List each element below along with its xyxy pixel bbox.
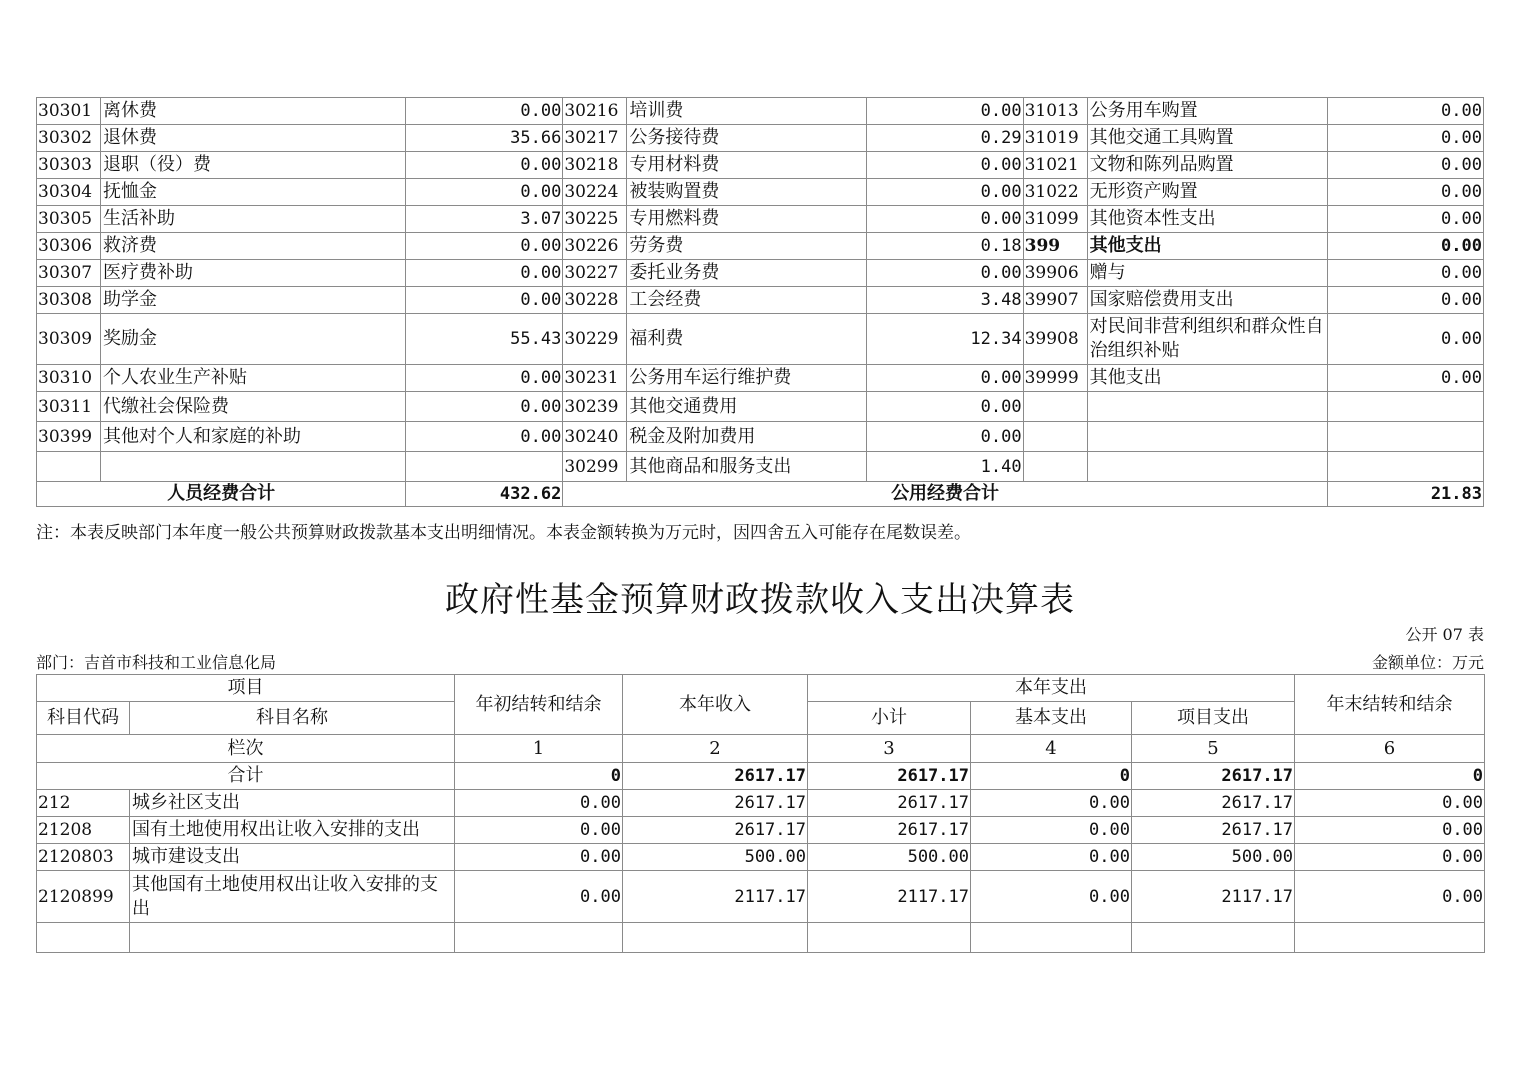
expense-code: 30299 [563,452,627,482]
expense-code: 30306 [37,233,101,260]
expense-name: 赠与 [1087,260,1327,287]
expense-row [37,233,1484,260]
basic-expense-detail-table [36,97,1484,507]
expense-value: 0.00 [1327,179,1483,206]
expense-name: 税金及附加费用 [627,422,866,452]
expense-name: 抚恤金 [101,179,406,206]
total-value: 0 [455,763,623,790]
empty-cell [808,923,971,953]
expense-code [1023,452,1087,482]
expense-value: 1.40 [866,452,1023,482]
expense-name: 其他支出 [1087,365,1327,392]
total-value: 2617.17 [808,763,971,790]
expense-name: 工会经费 [627,287,866,314]
expense-value: 3.07 [406,206,563,233]
expense-name: 被装购置费 [627,179,866,206]
expense-value: 0.00 [1327,125,1483,152]
expense-code: 30307 [37,260,101,287]
expense-name [1087,452,1327,482]
expense-value: 0.00 [406,365,563,392]
expense-value: 0.00 [406,422,563,452]
amount-cell: 2617.17 [1132,817,1295,844]
form-number: 公开 07 表 [1405,625,1484,644]
total-value: 2617.17 [623,763,808,790]
expense-row [37,125,1484,152]
column-number: 5 [1132,735,1295,763]
expense-row [37,365,1484,392]
expense-code: 31099 [1023,206,1087,233]
amount-cell: 2617.17 [808,817,971,844]
expense-name: 退职（役）费 [101,152,406,179]
column-number: 1 [455,735,623,763]
header-subject-code: 科目代码 [37,702,130,735]
amount-cell: 0.00 [455,844,623,871]
expense-row [37,98,1484,125]
expense-name: 其他资本性支出 [1087,206,1327,233]
amount-cell: 0.00 [455,790,623,817]
expense-value: 0.00 [866,392,1023,422]
column-number-row [37,735,1485,763]
expense-row [37,314,1484,365]
amount-cell: 0.00 [971,790,1132,817]
expense-value: 3.48 [866,287,1023,314]
expense-code: 31022 [1023,179,1087,206]
expense-code: 30310 [37,365,101,392]
expense-code: 30239 [563,392,627,422]
expense-row [37,392,1484,422]
amount-cell: 0.00 [1295,790,1485,817]
table-note: 注：本表反映部门本年度一般公共预算财政拨款基本支出明细情况。本表金额转换为万元时，因四舍五入可能存在尾数误差。 [36,523,971,543]
expense-name: 退休费 [101,125,406,152]
amount-cell: 2117.17 [623,871,808,923]
expense-value: 0.00 [406,287,563,314]
expense-code: 30302 [37,125,101,152]
expense-name: 对民间非营利组织和群众性自治组织补贴 [1087,314,1327,365]
personnel-total-value: 432.62 [406,482,563,507]
public-total-label: 公用经费合计 [563,482,1327,507]
header-item: 项目 [37,675,455,702]
empty-cell [455,923,623,953]
total-row [37,763,1485,790]
amount-cell: 0.00 [1295,844,1485,871]
amount-cell: 0.00 [971,817,1132,844]
expense-code: 30303 [37,152,101,179]
expense-name: 劳务费 [627,233,866,260]
amount-cell: 0.00 [455,817,623,844]
subject-code: 2120803 [37,844,130,871]
column-number-label: 栏次 [37,735,455,763]
header-subject-name: 科目名称 [130,702,455,735]
personnel-total-label: 人员经费合计 [37,482,406,507]
expense-value: 0.00 [1327,233,1483,260]
expense-code: 39908 [1023,314,1087,365]
expense-name: 其他商品和服务支出 [627,452,866,482]
column-number: 3 [808,735,971,763]
expense-name: 福利费 [627,314,866,365]
expense-code: 30228 [563,287,627,314]
expense-name: 培训费 [627,98,866,125]
expense-code: 30218 [563,152,627,179]
header-subtotal: 小计 [808,702,971,735]
header-current-expense: 本年支出 [808,675,1295,702]
expense-value: 0.00 [1327,314,1483,365]
expense-code [1023,392,1087,422]
expense-value: 0.00 [866,98,1023,125]
expense-code [37,452,101,482]
amount-cell: 500.00 [808,844,971,871]
amount-cell: 500.00 [623,844,808,871]
amount-cell: 500.00 [1132,844,1295,871]
expense-code: 30231 [563,365,627,392]
expense-name: 文物和陈列品购置 [1087,152,1327,179]
amount-cell: 0.00 [1295,871,1485,923]
subject-name: 城乡社区支出 [130,790,455,817]
total-label: 合计 [37,763,455,790]
subject-code: 2120899 [37,871,130,923]
expense-value: 0.00 [1327,260,1483,287]
empty-cell [1132,923,1295,953]
expense-value: 0.00 [406,233,563,260]
expense-code: 30311 [37,392,101,422]
subject-name: 城市建设支出 [130,844,455,871]
expense-value: 0.18 [866,233,1023,260]
expense-code: 30224 [563,179,627,206]
amount-unit-label: 金额单位：万元 [1371,653,1484,672]
department-label: 部门：吉首市科技和工业信息化局 [36,653,277,672]
expense-value: 0.00 [406,152,563,179]
amount-cell: 0.00 [971,844,1132,871]
header-opening-balance: 年初结转和结余 [455,675,623,735]
expense-value [1327,422,1483,452]
expense-code: 30217 [563,125,627,152]
expense-name: 无形资产购置 [1087,179,1327,206]
expense-code: 30225 [563,206,627,233]
expense-name: 代缴社会保险费 [101,392,406,422]
expense-name: 救济费 [101,233,406,260]
empty-cell [130,923,455,953]
expense-value: 0.00 [866,179,1023,206]
expense-name: 生活补助 [101,206,406,233]
header-closing-balance: 年末结转和结余 [1295,675,1485,735]
expense-code: 31019 [1023,125,1087,152]
header-project-expense: 项目支出 [1132,702,1295,735]
expense-value: 0.00 [406,260,563,287]
header-basic-expense: 基本支出 [971,702,1132,735]
expense-code: 30309 [37,314,101,365]
expense-totals-row [37,482,1484,507]
expense-name [101,452,406,482]
empty-cell [1295,923,1485,953]
government-fund-table [36,674,1485,953]
header-row-1 [37,675,1485,702]
expense-row [37,452,1484,482]
total-value: 0 [1295,763,1485,790]
expense-value: 0.00 [866,260,1023,287]
expense-name: 公务用车运行维护费 [627,365,866,392]
subject-name: 其他国有土地使用权出让收入安排的支出 [130,871,455,923]
expense-value: 35.66 [406,125,563,152]
expense-code: 30229 [563,314,627,365]
expense-code: 30308 [37,287,101,314]
empty-cell [623,923,808,953]
expense-code: 39906 [1023,260,1087,287]
amount-cell: 0.00 [455,871,623,923]
expense-row [37,206,1484,233]
expense-row [37,260,1484,287]
expense-code: 30305 [37,206,101,233]
amount-cell: 2617.17 [808,790,971,817]
expense-name: 专用燃料费 [627,206,866,233]
column-number: 6 [1295,735,1485,763]
amount-cell: 2617.17 [623,817,808,844]
expense-name [1087,392,1327,422]
expense-value: 0.00 [406,392,563,422]
expense-code: 30226 [563,233,627,260]
expense-value [1327,452,1483,482]
expense-code [1023,422,1087,452]
expense-value: 0.00 [866,206,1023,233]
amount-cell: 2617.17 [623,790,808,817]
expense-row [37,422,1484,452]
column-number: 2 [623,735,808,763]
total-value: 0 [971,763,1132,790]
expense-name: 个人农业生产补贴 [101,365,406,392]
table-row [37,844,1485,871]
expense-name: 助学金 [101,287,406,314]
expense-name: 国家赔偿费用支出 [1087,287,1327,314]
expense-value: 12.34 [866,314,1023,365]
expense-code: 39999 [1023,365,1087,392]
expense-code: 30227 [563,260,627,287]
empty-row [37,923,1485,953]
expense-name: 其他交通工具购置 [1087,125,1327,152]
expense-row [37,152,1484,179]
amount-cell: 0.00 [1295,817,1485,844]
expense-name: 奖励金 [101,314,406,365]
expense-row [37,179,1484,206]
expense-value: 0.29 [866,125,1023,152]
expense-name: 离休费 [101,98,406,125]
expense-code: 399 [1023,233,1087,260]
report-title: 政府性基金预算财政拨款收入支出决算表 [445,580,1075,620]
expense-name: 医疗费补助 [101,260,406,287]
expense-name: 专用材料费 [627,152,866,179]
expense-code: 31013 [1023,98,1087,125]
expense-value: 55.43 [406,314,563,365]
expense-value [406,452,563,482]
expense-value: 0.00 [1327,98,1483,125]
expense-value: 0.00 [406,98,563,125]
total-value: 2617.17 [1132,763,1295,790]
expense-code: 30399 [37,422,101,452]
expense-value: 0.00 [866,365,1023,392]
expense-code: 39907 [1023,287,1087,314]
expense-value: 0.00 [1327,152,1483,179]
expense-value: 0.00 [1327,287,1483,314]
amount-cell: 2117.17 [808,871,971,923]
expense-name: 其他支出 [1087,233,1327,260]
expense-name: 委托业务费 [627,260,866,287]
subject-name: 国有土地使用权出让收入安排的支出 [130,817,455,844]
expense-code: 30304 [37,179,101,206]
expense-code: 30216 [563,98,627,125]
expense-value: 0.00 [866,422,1023,452]
table-row [37,871,1485,923]
expense-value: 0.00 [406,179,563,206]
expense-row [37,287,1484,314]
expense-name [1087,422,1327,452]
subject-code: 212 [37,790,130,817]
table-row [37,817,1485,844]
empty-cell [971,923,1132,953]
expense-name: 公务用车购置 [1087,98,1327,125]
expense-value: 0.00 [866,152,1023,179]
amount-cell: 0.00 [971,871,1132,923]
expense-value [1327,392,1483,422]
expense-value: 0.00 [1327,365,1483,392]
expense-code: 30240 [563,422,627,452]
column-number: 4 [971,735,1132,763]
table-row [37,790,1485,817]
public-total-value: 21.83 [1327,482,1483,507]
expense-name: 其他对个人和家庭的补助 [101,422,406,452]
expense-value: 0.00 [1327,206,1483,233]
header-current-income: 本年收入 [623,675,808,735]
expense-name: 其他交通费用 [627,392,866,422]
subject-code: 21208 [37,817,130,844]
expense-name: 公务接待费 [627,125,866,152]
expense-code: 30301 [37,98,101,125]
expense-code: 31021 [1023,152,1087,179]
empty-cell [37,923,130,953]
amount-cell: 2117.17 [1132,871,1295,923]
amount-cell: 2617.17 [1132,790,1295,817]
